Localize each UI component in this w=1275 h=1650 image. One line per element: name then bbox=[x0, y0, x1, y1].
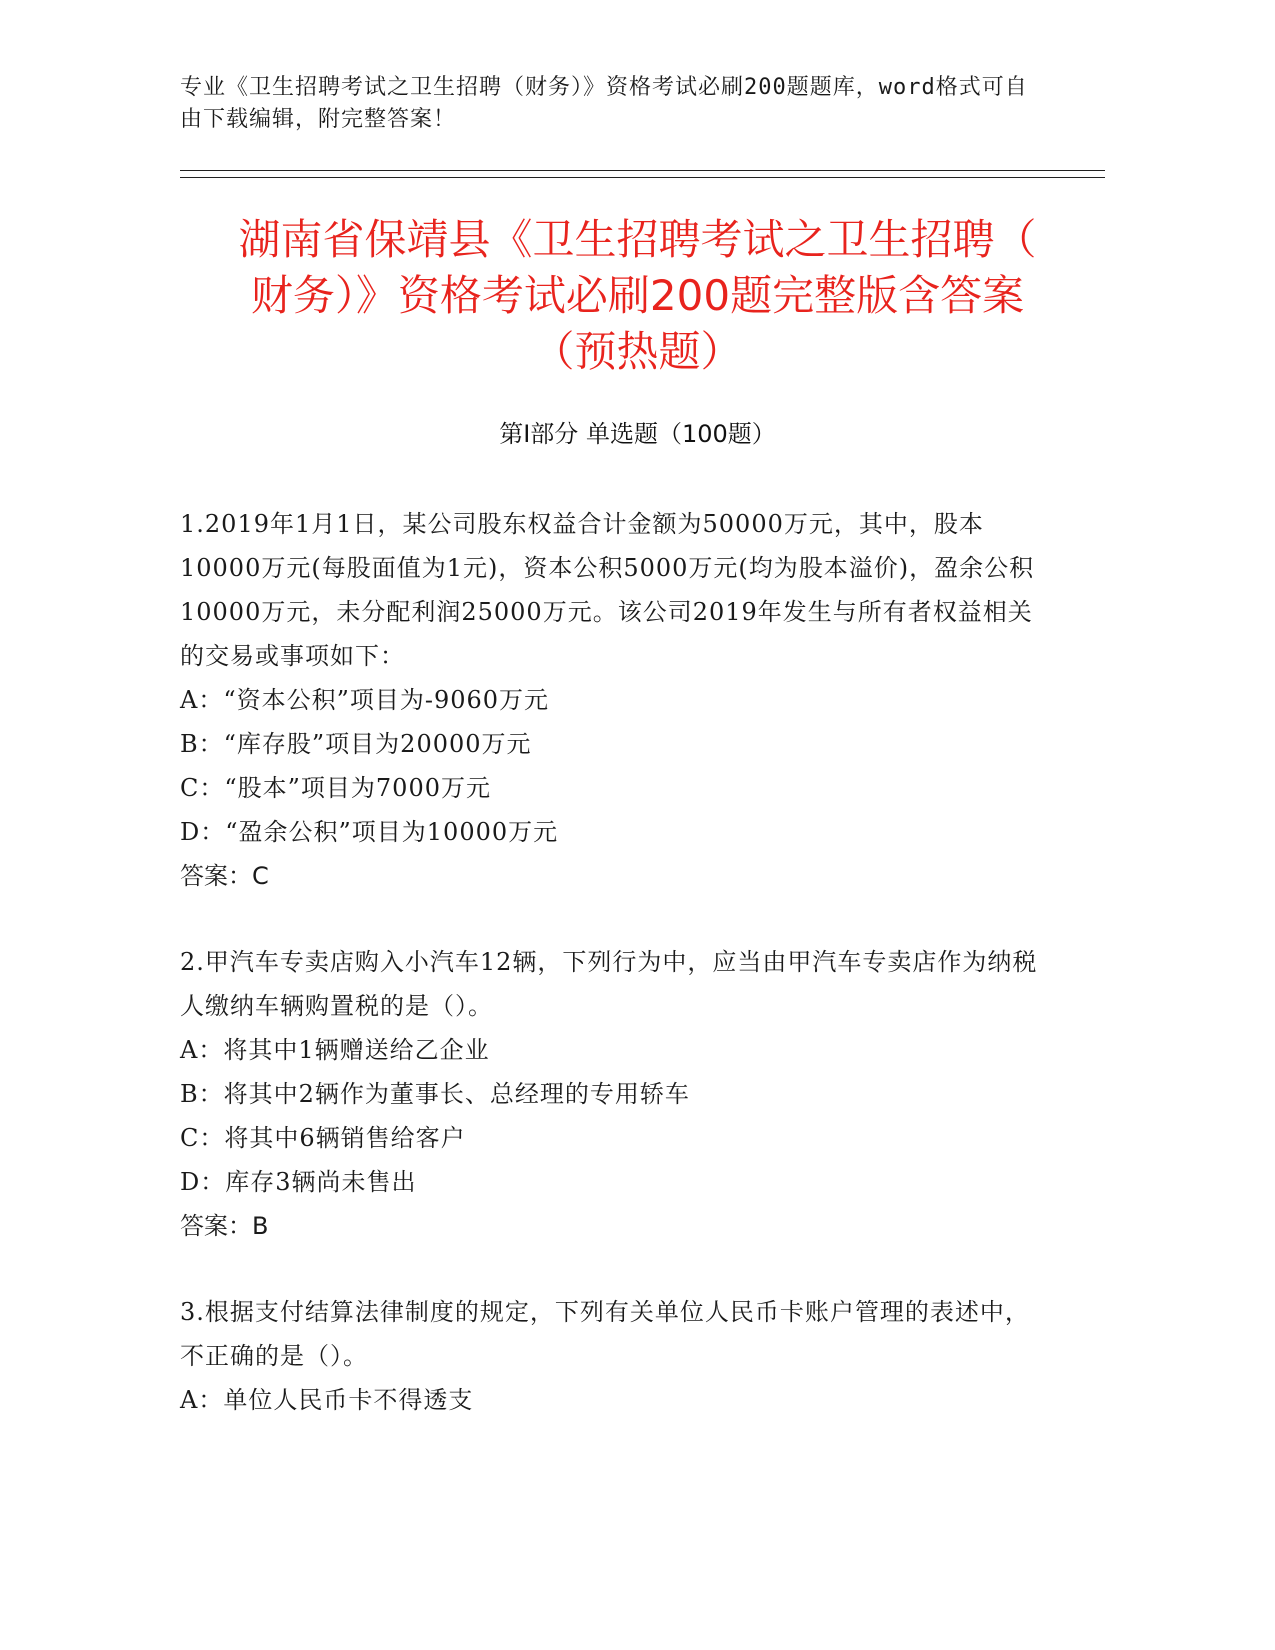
header-divider-bottom bbox=[180, 177, 1105, 178]
section-heading: 第Ⅰ部分 单选题（100题） bbox=[499, 420, 776, 448]
option-a: A：单位人民币卡不得透支 bbox=[180, 1386, 474, 1414]
option-c: C：“股本”项目为7000万元 bbox=[180, 774, 491, 802]
question-2 bbox=[180, 940, 1040, 1248]
question-spacer bbox=[180, 898, 1040, 940]
question-list bbox=[180, 502, 1040, 1422]
answer-line: 答案：B bbox=[180, 1212, 269, 1240]
question-spacer bbox=[180, 1248, 1040, 1290]
option-d: D：库存3辆尚未售出 bbox=[180, 1168, 417, 1196]
question-1 bbox=[180, 502, 1040, 898]
option-d: D：“盈余公积”项目为10000万元 bbox=[180, 818, 559, 846]
header-note: 专业《卫生招聘考试之卫生招聘（财务）》资格考试必刷200题题库，word格式可自由下载编辑，附完整答案！ bbox=[180, 75, 1028, 132]
answer-line: 答案：C bbox=[180, 862, 269, 890]
title-line-3: （预热题） bbox=[532, 327, 743, 376]
question-stem: 2.甲汽车专卖店购入小汽车12辆，下列行为中，应当由甲汽车专卖店作为纳税人缴纳车辆购置税的是（）。 bbox=[180, 948, 1038, 1020]
option-a: A：“资本公积”项目为-9060万元 bbox=[180, 686, 550, 714]
option-c: C：将其中6辆销售给客户 bbox=[180, 1124, 466, 1152]
document-title bbox=[140, 212, 1135, 380]
header-divider-top bbox=[180, 170, 1105, 171]
title-line-1: 湖南省保靖县《卫生招聘考试之卫生招聘（ bbox=[238, 215, 1037, 264]
question-3 bbox=[180, 1290, 1040, 1422]
title-line-2: 财务）》资格考试必刷200题完整版含答案 bbox=[250, 271, 1025, 320]
question-stem: 1.2019年1月1日，某公司股东权益合计金额为50000万元，其中，股本10000万元(每股面值为1元)，资本公积5000万元(均为股本溢价)，盈余公积10000万元，未分配利润25000万元。该公司2019年发生与所有者权益相关的交易或事项如下： bbox=[180, 510, 1035, 670]
option-b: B：将其中2辆作为董事长、总经理的专用轿车 bbox=[180, 1080, 690, 1108]
option-b: B：“库存股”项目为20000万元 bbox=[180, 730, 532, 758]
option-a: A：将其中1辆赠送给乙企业 bbox=[180, 1036, 490, 1064]
question-stem: 3.根据支付结算法律制度的规定，下列有关单位人民币卡账户管理的表述中，不正确的是（）。 bbox=[180, 1298, 1030, 1370]
